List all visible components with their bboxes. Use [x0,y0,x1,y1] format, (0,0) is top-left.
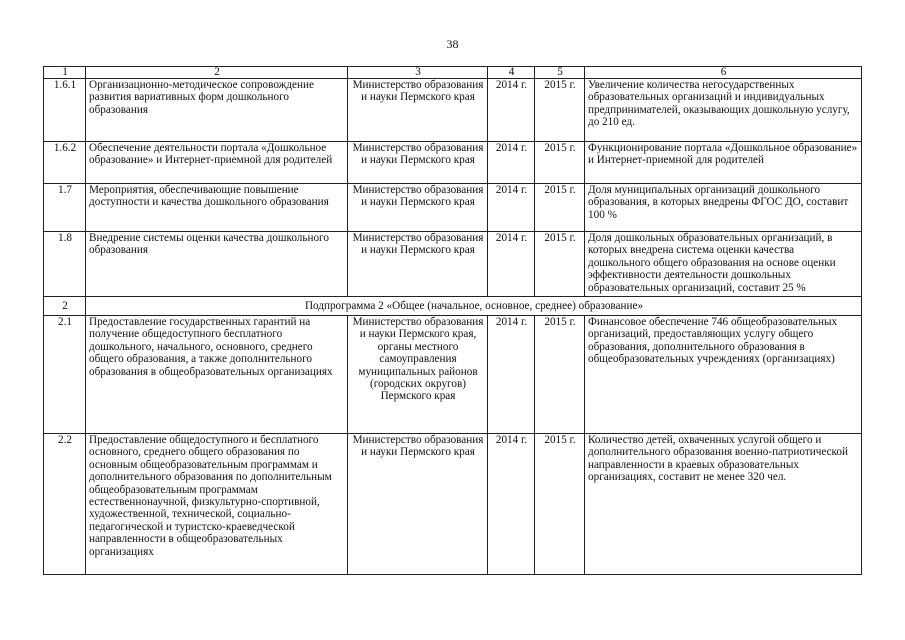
expected-result: Функционирование портала «Дошкольное образование» и Интернет-приемной для родителей [585,142,862,184]
row-number: 1.7 [44,184,86,232]
start-year: 2014 г. [488,184,535,232]
executor: Министерство образования и науки Пермского края [348,434,488,575]
start-year: 2014 г. [488,232,535,297]
expected-result: Доля муниципальных организаций дошкольного образования, в которых внедрены ФГОС ДО, составит 100 % [585,184,862,232]
executor: Министерство образования и науки Пермского края [348,142,488,184]
activity-title: Предоставление государственных гарантий на получение общедоступного бесплатного дошкольного, начального, основного, среднего общего образования, а также дополнительного образования в общеобразовательных организациях [86,316,348,434]
activity-title: Обеспечение деятельности портала «Дошкольное образование» и Интернет-приемной для родителей [86,142,348,184]
subprogram-number: 2 [44,297,86,316]
row-number: 2.2 [44,434,86,575]
start-year: 2014 г. [488,79,535,142]
subprogram-title: Подпрограмма 2 «Общее (начальное, основное, среднее) образование» [86,297,862,316]
column-header: 3 [348,67,488,79]
end-year: 2015 г. [535,184,585,232]
activity-title: Предоставление общедоступного и бесплатного основного, среднего общего образования по основным общеобразовательным программам и дополнительного образования по дополнительным общеобразовательным программам естественнонаучной, физкультурно-спортивной, художественной, технической, социально-педагогической и туристско-краеведческой направленности в общеобразовательных организациях [86,434,348,575]
row-number: 1.8 [44,232,86,297]
end-year: 2015 г. [535,316,585,434]
table-header-row [44,67,862,79]
end-year: 2015 г. [535,232,585,297]
activities-table [43,66,862,575]
activity-title: Организационно-методическое сопровождение развития вариативных форм дошкольного образования [86,79,348,142]
end-year: 2015 г. [535,79,585,142]
column-header: 5 [535,67,585,79]
row-number: 2.1 [44,316,86,434]
end-year: 2015 г. [535,434,585,575]
expected-result: Доля дошкольных образовательных организаций, в которых внедрена система оценки качества дошкольного общего образования на основе оценки эффективности деятельности дошкольных образовательных организаций, составит 25 % [585,232,862,297]
subprogram-row [44,297,862,316]
column-header: 1 [44,67,86,79]
row-number: 1.6.2 [44,142,86,184]
table-row [44,184,862,232]
table-row [44,142,862,184]
column-header: 6 [585,67,862,79]
activity-title: Внедрение системы оценки качества дошкольного образования [86,232,348,297]
start-year: 2014 г. [488,434,535,575]
expected-result: Финансовое обеспечение 746 общеобразовательных организаций, предоставляющих услугу общего образования, дополнительного образования в общеобразовательных учреждениях (организациях) [585,316,862,434]
row-number: 1.6.1 [44,79,86,142]
expected-result: Увеличение количества негосударственных образовательных организаций и индивидуальных предпринимателей, оказывающих дошкольную услугу, до 210 ед. [585,79,862,142]
table-row [44,434,862,575]
activity-title: Мероприятия, обеспечивающие повышение доступности и качества дошкольного образования [86,184,348,232]
executor: Министерство образования и науки Пермского края [348,184,488,232]
executor: Министерство образования и науки Пермского края [348,232,488,297]
table-row [44,232,862,297]
executor: Министерство образования и науки Пермского края [348,79,488,142]
start-year: 2014 г. [488,142,535,184]
start-year: 2014 г. [488,316,535,434]
expected-result: Количество детей, охваченных услугой общего и дополнительного образования военно-патриотической направленности в краевых образовательных организациях, составит не менее 320 чел. [585,434,862,575]
end-year: 2015 г. [535,142,585,184]
table-row [44,79,862,142]
column-header: 4 [488,67,535,79]
page-number: 38 [446,37,459,51]
executor: Министерство образования и науки Пермского края, органы местного самоуправления муниципальных районов (городских округов) Пермского края [348,316,488,434]
column-header: 2 [86,67,348,79]
table-row [44,316,862,434]
